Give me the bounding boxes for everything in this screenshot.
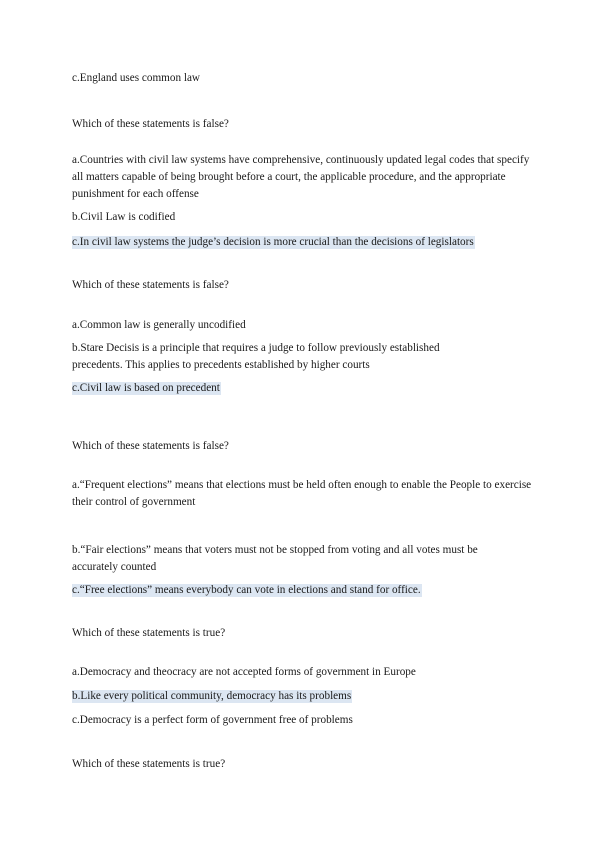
question-4-prompt: Which of these statements is true? — [72, 627, 226, 639]
question-2-option-b: b.Stare Decisis is a principle that requires a judge to follow previously established precedents. This applies to precedents established by higher courts — [72, 342, 440, 371]
highlight-span: b.Like every political community, democracy has its problems — [72, 690, 352, 702]
question-1-option-a: a.Countries with civil law systems have comprehensive, continuously updated legal codes that specify all matters capable of being brought before a court, the applicable procedure, and the appropriate punishment for each offense — [72, 154, 530, 200]
question-2-prompt: Which of these statements is false? — [72, 279, 229, 291]
question-3-option-c-highlighted — [72, 582, 422, 599]
highlight-span: c.In civil law systems the judge’s decision is more crucial than the decisions of legislators — [72, 236, 474, 248]
question-3-option-b: b.“Fair elections” means that voters must not be stopped from voting and all votes must be accurately counted — [72, 544, 478, 573]
question-4-option-c: c.Democracy is a perfect form of government free of problems — [72, 714, 353, 726]
question-2-option-a: a.Common law is generally uncodified — [72, 319, 246, 331]
question-3-option-a: a.“Frequent elections” means that elections must be held often enough to enable the People to exercise their control of government — [72, 479, 532, 508]
question-4-option-a: a.Democracy and theocracy are not accepted forms of government in Europe — [72, 666, 416, 678]
question-1-option-b: b.Civil Law is codified — [72, 211, 176, 223]
answer-line: c.England uses common law — [72, 72, 201, 84]
question-1-option-c-highlighted — [72, 234, 475, 251]
question-5-prompt: Which of these statements is true? — [72, 758, 226, 770]
question-3-prompt: Which of these statements is false? — [72, 440, 229, 452]
question-4-option-b-highlighted — [72, 688, 352, 705]
question-1-prompt: Which of these statements is false? — [72, 118, 229, 130]
highlight-span: c.Civil law is based on precedent — [72, 382, 220, 394]
question-2-option-c-highlighted — [72, 380, 221, 397]
highlight-span: c.“Free elections” means everybody can vote in elections and stand for office. — [72, 584, 421, 596]
